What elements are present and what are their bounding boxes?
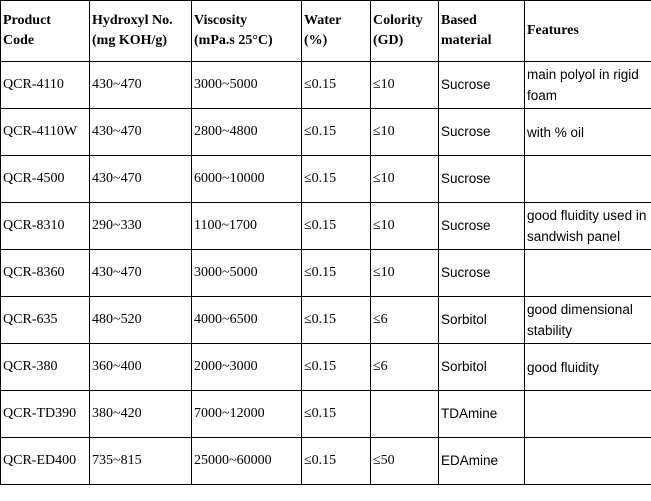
header-viscosity: Viscosity (mPa.s 25°C)	[192, 1, 302, 62]
cell-viscosity: 6000~10000	[192, 156, 302, 203]
cell-hydroxyl-no: 430~470	[90, 156, 192, 203]
table-row	[1, 391, 651, 438]
cell-product-code: QCR-8310	[1, 203, 90, 250]
cell-hydroxyl-no: 430~470	[90, 62, 192, 109]
cell-water: ≤0.15	[302, 438, 371, 485]
cell-colority: ≤50	[371, 438, 439, 485]
cell-based-material: Sucrose	[439, 62, 525, 109]
cell-features: good fluidity	[525, 344, 651, 391]
cell-viscosity: 25000~60000	[192, 438, 302, 485]
cell-product-code: QCR-ED400	[1, 438, 90, 485]
cell-product-code: QCR-380	[1, 344, 90, 391]
cell-colority: ≤10	[371, 156, 439, 203]
cell-features	[525, 156, 651, 203]
header-hydroxyl-no: Hydroxyl No. (mg KOH/g)	[90, 1, 192, 62]
header-features: Features	[525, 1, 651, 62]
cell-colority: ≤10	[371, 109, 439, 156]
cell-features: main polyol in rigid foam	[525, 62, 651, 109]
cell-product-code: QCR-635	[1, 297, 90, 344]
table-row	[1, 344, 651, 391]
cell-product-code: QCR-8360	[1, 250, 90, 297]
cell-water: ≤0.15	[302, 344, 371, 391]
cell-based-material: Sucrose	[439, 156, 525, 203]
cell-colority: ≤6	[371, 344, 439, 391]
cell-viscosity: 3000~5000	[192, 62, 302, 109]
cell-hydroxyl-no: 380~420	[90, 391, 192, 438]
cell-features	[525, 438, 651, 485]
cell-features: with % oil	[525, 109, 651, 156]
cell-features: good dimensional stability	[525, 297, 651, 344]
cell-viscosity: 2000~3000	[192, 344, 302, 391]
cell-hydroxyl-no: 360~400	[90, 344, 192, 391]
cell-viscosity: 4000~6500	[192, 297, 302, 344]
cell-based-material: Sucrose	[439, 250, 525, 297]
cell-features	[525, 250, 651, 297]
header-row	[1, 1, 651, 62]
cell-water: ≤0.15	[302, 297, 371, 344]
cell-hydroxyl-no: 290~330	[90, 203, 192, 250]
cell-viscosity: 1100~1700	[192, 203, 302, 250]
cell-product-code: QCR-TD390	[1, 391, 90, 438]
cell-based-material: Sorbitol	[439, 344, 525, 391]
cell-colority: ≤10	[371, 203, 439, 250]
cell-product-code: QCR-4500	[1, 156, 90, 203]
cell-viscosity: 2800~4800	[192, 109, 302, 156]
cell-product-code: QCR-4110	[1, 62, 90, 109]
cell-features: good fluidity used in sandwish panel	[525, 203, 651, 250]
cell-hydroxyl-no: 430~470	[90, 109, 192, 156]
cell-water: ≤0.15	[302, 156, 371, 203]
cell-water: ≤0.15	[302, 203, 371, 250]
cell-water: ≤0.15	[302, 391, 371, 438]
cell-hydroxyl-no: 430~470	[90, 250, 192, 297]
table-row	[1, 250, 651, 297]
cell-water: ≤0.15	[302, 109, 371, 156]
cell-hydroxyl-no: 735~815	[90, 438, 192, 485]
cell-colority	[371, 391, 439, 438]
header-product-code: Product Code	[1, 1, 90, 62]
cell-based-material: Sucrose	[439, 109, 525, 156]
table-row	[1, 438, 651, 485]
cell-water: ≤0.15	[302, 62, 371, 109]
cell-based-material: Sucrose	[439, 203, 525, 250]
cell-features	[525, 391, 651, 438]
cell-viscosity: 7000~12000	[192, 391, 302, 438]
table-row	[1, 156, 651, 203]
cell-colority: ≤10	[371, 250, 439, 297]
cell-colority: ≤6	[371, 297, 439, 344]
header-based-material: Based material	[439, 1, 525, 62]
header-water: Water (%)	[302, 1, 371, 62]
cell-viscosity: 3000~5000	[192, 250, 302, 297]
cell-hydroxyl-no: 480~520	[90, 297, 192, 344]
table-row	[1, 203, 651, 250]
table-row	[1, 62, 651, 109]
cell-product-code: QCR-4110W	[1, 109, 90, 156]
cell-based-material: Sorbitol	[439, 297, 525, 344]
cell-based-material: TDAmine	[439, 391, 525, 438]
cell-water: ≤0.15	[302, 250, 371, 297]
header-colority: Colority (GD)	[371, 1, 439, 62]
table-row	[1, 109, 651, 156]
table-row	[1, 297, 651, 344]
cell-colority: ≤10	[371, 62, 439, 109]
cell-based-material: EDAmine	[439, 438, 525, 485]
